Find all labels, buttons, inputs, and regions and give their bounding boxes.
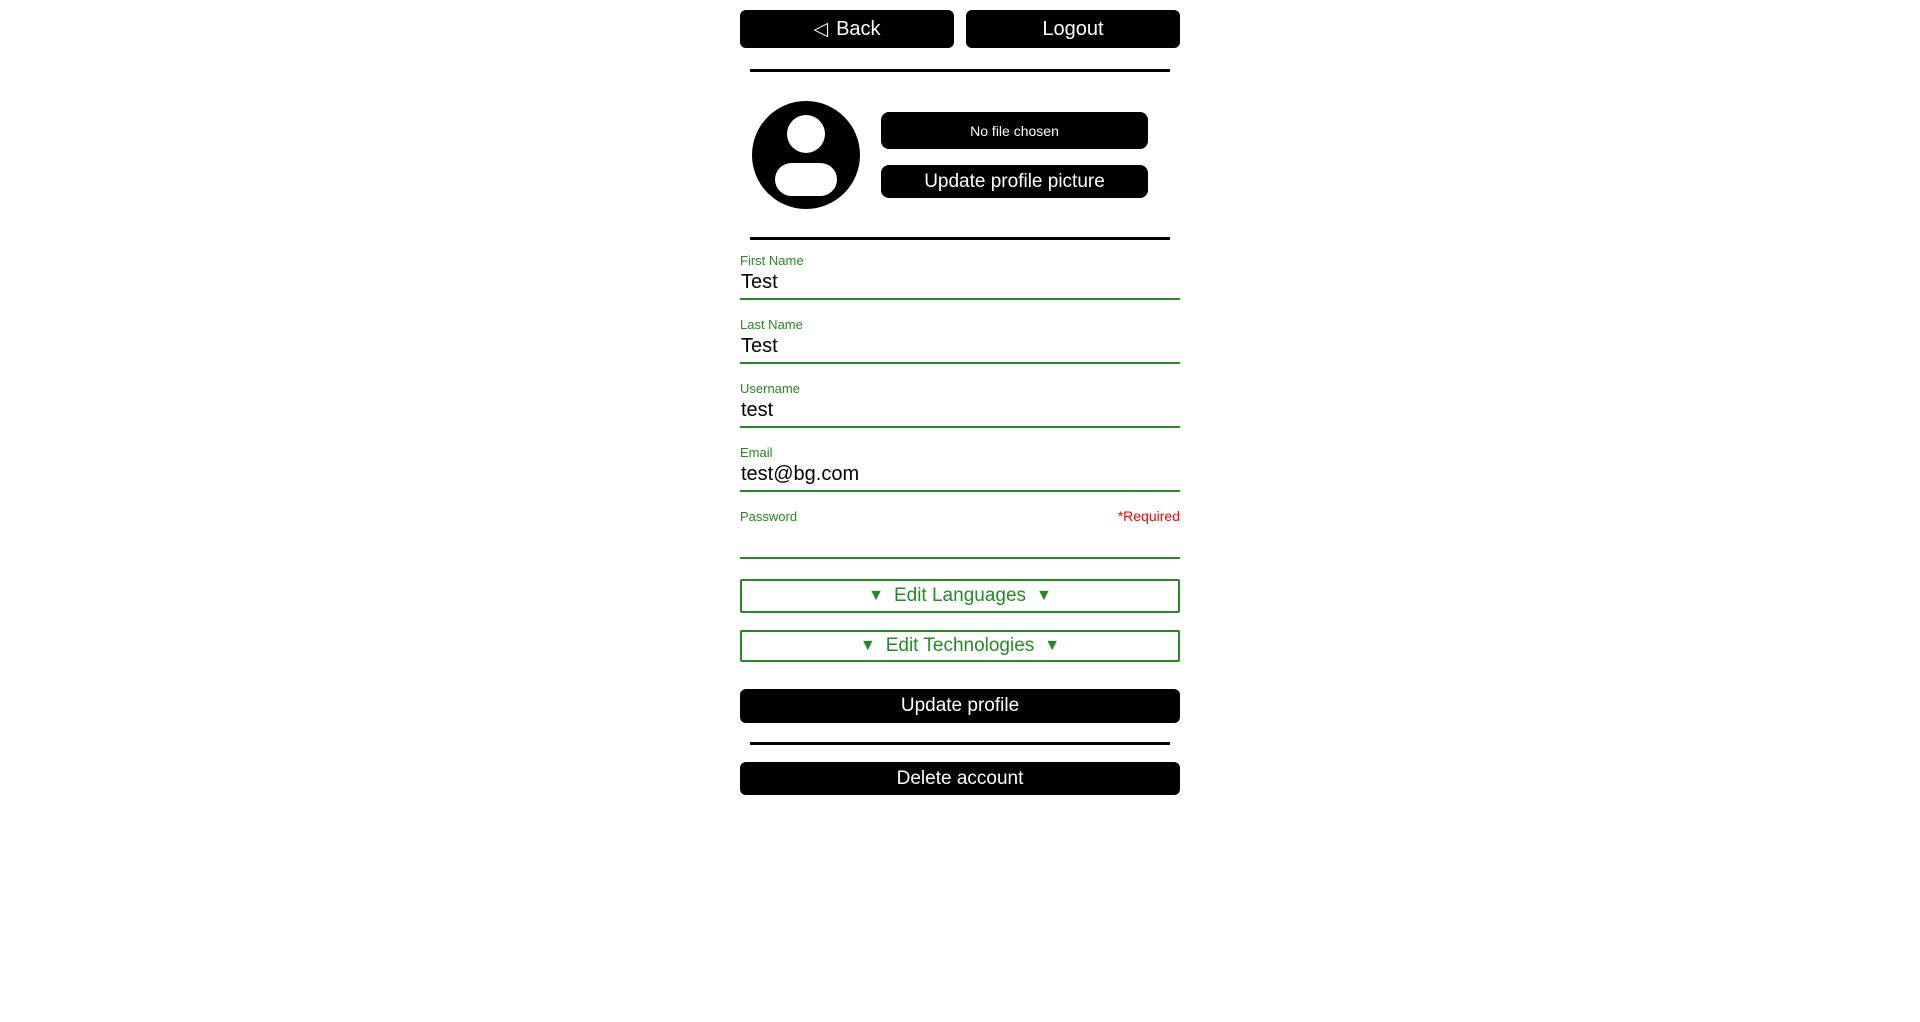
logout-button-label: Logout — [1042, 17, 1104, 40]
password-label-row — [740, 509, 1180, 524]
user-avatar-icon — [752, 101, 860, 209]
back-button[interactable] — [740, 10, 954, 48]
first-name-label: First Name — [740, 253, 804, 268]
logout-button[interactable] — [966, 10, 1180, 48]
divider-picture — [750, 237, 1170, 240]
divider-top — [750, 69, 1170, 72]
no-file-chosen-label: No file chosen — [970, 122, 1059, 139]
last-name-input[interactable] — [740, 332, 1180, 364]
password-input[interactable] — [740, 527, 1180, 559]
back-button-label: Back — [836, 17, 881, 40]
edit-languages-label: Edit Languages — [893, 585, 1027, 606]
delete-account-label: Delete account — [896, 767, 1024, 789]
last-name-label: Last Name — [740, 317, 803, 332]
header-row — [740, 10, 1180, 48]
chevron-down-icon: ▼ — [859, 637, 876, 654]
chevron-down-icon: ▼ — [1036, 587, 1052, 604]
password-label: Password — [740, 509, 798, 524]
update-profile-picture-button[interactable] — [881, 165, 1148, 198]
update-profile-label: Update profile — [900, 695, 1020, 716]
back-icon: ◁ — [813, 18, 829, 40]
profile-picture-section — [740, 101, 1180, 209]
update-profile-picture-label: Update profile picture — [924, 170, 1105, 192]
password-required-note: *Required — [1117, 508, 1180, 524]
update-profile-button[interactable] — [740, 689, 1180, 723]
first-name-input[interactable] — [740, 268, 1180, 300]
password-field — [740, 509, 1180, 559]
delete-account-button[interactable] — [740, 762, 1180, 795]
username-input[interactable] — [740, 396, 1180, 428]
profile-form — [740, 253, 1180, 723]
profile-picture-file-input[interactable] — [881, 112, 1148, 149]
edit-technologies-label: Edit Technologies — [885, 635, 1035, 656]
username-label: Username — [740, 381, 800, 396]
edit-languages-button[interactable] — [740, 579, 1180, 613]
username-field — [740, 381, 1180, 428]
divider-danger — [750, 742, 1170, 745]
last-name-field — [740, 317, 1180, 364]
chevron-down-icon: ▼ — [868, 587, 884, 604]
chevron-down-icon: ▼ — [1044, 637, 1061, 654]
email-field — [740, 445, 1180, 492]
first-name-field — [740, 253, 1180, 300]
picture-buttons — [881, 112, 1148, 198]
email-label: Email — [740, 445, 773, 460]
email-input[interactable] — [740, 460, 1180, 492]
edit-technologies-button[interactable] — [740, 630, 1180, 662]
profile-page — [740, 10, 1180, 795]
